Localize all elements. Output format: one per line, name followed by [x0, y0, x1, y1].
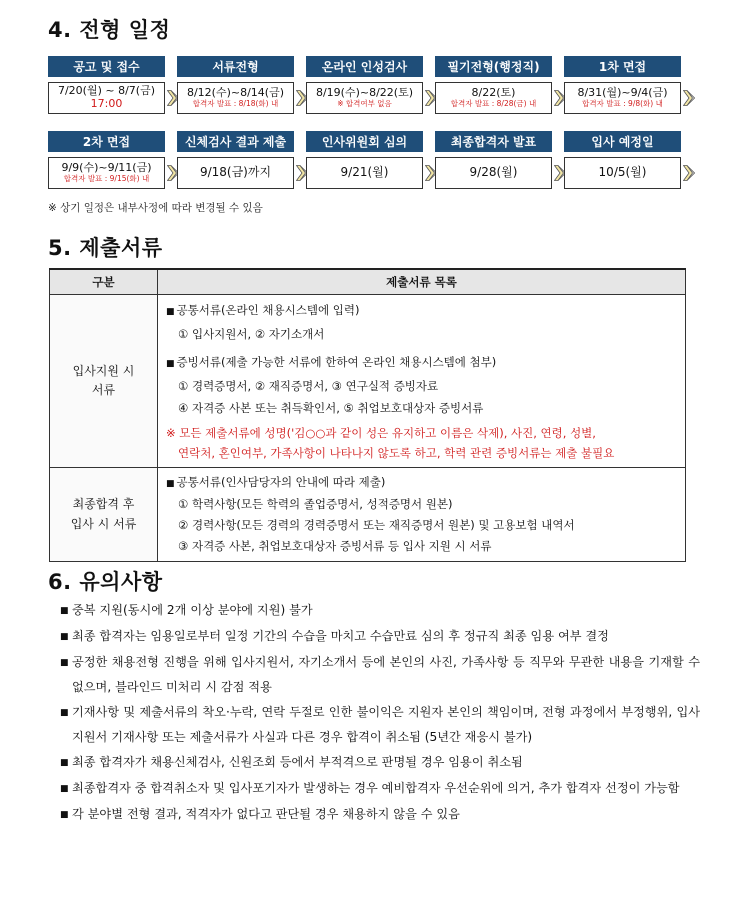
final-docs-item: ① 학력사항(모든 학력의 졸업증명서, 성적증명서 원본)	[178, 497, 453, 511]
list-item	[60, 776, 700, 802]
stage-date-box	[48, 82, 165, 114]
note-text: 중복 지원(동시에 2개 이상 분야에 지원) 불가	[72, 603, 313, 617]
list-item	[60, 750, 700, 776]
square-bullet-icon: ■	[60, 708, 69, 718]
stage-note: 합격자 발표 : 8/18(화) 내	[192, 99, 279, 108]
column-header-category: 구분	[50, 269, 158, 295]
schedule-stage	[564, 131, 681, 187]
note-text: 공정한 채용전형 진행을 위해 입사지원서, 자기소개서 등에 본인의 사진, 가족사항 등 직무와 무관한 내용을 기재할 수 없으며, 블라인드 미처리 시 감점 적용	[72, 655, 700, 694]
stage-label: 인사위원회 심의	[306, 131, 423, 152]
stage-date: 8/31(월)~9/4(금)	[577, 86, 668, 100]
stage-note: 합격자 발표 : 9/15(화) 내	[63, 174, 150, 183]
schedule-stage	[48, 131, 165, 187]
list-item	[60, 624, 700, 650]
documents-table	[49, 268, 686, 562]
stage-label: 필기전형(행정직)	[435, 56, 552, 77]
stage-date: 8/22(토)	[471, 86, 516, 100]
schedule-stage	[48, 56, 165, 112]
notes-list	[60, 598, 700, 828]
square-bullet-icon: ■	[60, 810, 69, 820]
square-bullet-icon: ■	[60, 658, 69, 668]
list-item	[60, 598, 700, 624]
list-item	[60, 700, 700, 750]
note-text: 최종 합격자는 임용일로부터 일정 기간의 수습을 마치고 수습만료 심의 후 정규직 최종 임용 여부 결정	[72, 629, 609, 643]
stage-date: 9/9(수)~9/11(금)	[61, 161, 152, 175]
document-list-cell	[158, 295, 686, 468]
stage-label: 최종합격자 발표	[435, 131, 552, 152]
note-text: 최종합격자 중 합격취소자 및 입사포기자가 발생하는 경우 예비합격자 우선순위에 의거, 추가 합격자 선정이 가능함	[72, 781, 680, 795]
schedule-footnote: ※ 상기 일정은 내부사정에 따라 변경될 수 있음	[48, 202, 263, 214]
square-bullet-icon: ■	[166, 307, 175, 317]
note-text: 각 분야별 전형 결과, 적격자가 없다고 판단될 경우 채용하지 않을 수 있음	[72, 807, 460, 821]
square-bullet-icon: ■	[166, 359, 175, 369]
stage-date-box	[306, 157, 423, 189]
list-item	[60, 650, 700, 700]
common-docs-title: 공통서류(온라인 채용시스템에 입력)	[176, 303, 360, 317]
stage-date: 9/18(금)까지	[199, 165, 272, 180]
common-docs-title: 공통서류(인사담당자의 안내에 따라 제출)	[176, 475, 386, 489]
stage-note: ※ 합격여부 없음	[337, 99, 392, 108]
table-row	[50, 295, 686, 468]
schedule-stage	[177, 131, 294, 187]
stage-date-box	[177, 82, 294, 114]
stage-date-box	[564, 82, 681, 114]
blind-warning: ※ 모든 제출서류에 성명('김○○과 같이 성은 유지하고 이름은 삭제), 사진, 연령, 성별,	[166, 426, 596, 440]
stage-label: 1차 면접	[564, 56, 681, 77]
stage-label: 공고 및 접수	[48, 56, 165, 77]
stage-date-box	[177, 157, 294, 189]
stage-label: 2차 면접	[48, 131, 165, 152]
stage-note: 합격자 발표 : 8/28(금) 내	[450, 99, 537, 108]
square-bullet-icon: ■	[60, 758, 69, 768]
stage-date: 8/12(수)~8/14(금)	[186, 86, 285, 100]
common-docs-items: ① 입사지원서, ② 자기소개서	[178, 327, 325, 341]
square-bullet-icon: ■	[60, 632, 69, 642]
section6-title: 6. 유의사항	[48, 570, 163, 594]
table-row	[50, 468, 686, 562]
proof-docs-title: 증빙서류(제출 가능한 서류에 한하여 온라인 채용시스템에 첨부)	[176, 355, 497, 369]
stage-label: 서류전형	[177, 56, 294, 77]
stage-date: 10/5(월)	[598, 165, 647, 180]
schedule-stage	[564, 56, 681, 112]
category-label: 최종합격 후	[72, 497, 135, 512]
final-docs-item: ② 경력사항(모든 경력의 경력증명서 또는 재직증명서 원본) 및 고용보험 내역서	[178, 518, 575, 532]
schedule-stage	[306, 131, 423, 187]
section4-title: 4. 전형 일정	[48, 18, 171, 42]
proof-docs-items: ④ 자격증 사본 또는 취득확인서, ⑤ 취업보호대상자 증빙서류	[178, 401, 484, 415]
section5-title: 5. 제출서류	[48, 236, 163, 260]
square-bullet-icon: ■	[166, 479, 175, 489]
square-bullet-icon: ■	[60, 784, 69, 794]
stage-label: 신체검사 결과 제출	[177, 131, 294, 152]
stage-date-box	[306, 82, 423, 114]
category-label: 입사지원 시	[72, 363, 135, 378]
stage-date-box	[48, 157, 165, 189]
stage-date: 9/21(월)	[340, 165, 389, 180]
category-cell	[50, 295, 158, 468]
list-item	[60, 802, 700, 828]
stage-note: 합격자 발표 : 9/8(화) 내	[582, 99, 663, 108]
stage-date-box	[564, 157, 681, 189]
document-list-cell	[158, 468, 686, 562]
note-text: 최종 합격자가 채용신체검사, 신원조회 등에서 부적격으로 판명될 경우 임용이 취소됨	[72, 755, 523, 769]
arrow-right-icon	[683, 90, 695, 106]
category-label: 입사 시 서류	[70, 516, 137, 531]
stage-label: 입사 예정일	[564, 131, 681, 152]
stage-date-box	[435, 82, 552, 114]
note-text: 기재사항 및 제출서류의 착오·누락, 연락 두절로 인한 불이익은 지원자 본인의 책임이며, 전형 과정에서 부정행위, 입사지원서 기재사항 또는 제출서류가 사실과 다른 경우 합격이 취소됨 (5년간 재응시 불가)	[72, 705, 700, 744]
category-cell	[50, 468, 158, 562]
stage-label: 온라인 인성검사	[306, 56, 423, 77]
final-docs-item: ③ 자격증 사본, 취업보호대상자 증빙서류 등 입사 지원 시 서류	[178, 539, 492, 553]
stage-date: 9/28(월)	[469, 165, 518, 180]
proof-docs-items: ① 경력증명서, ② 재직증명서, ③ 연구실적 증빙자료	[178, 379, 439, 393]
schedule-stage	[306, 56, 423, 112]
stage-date: 7/20(월) ~ 8/7(금)	[57, 84, 156, 98]
schedule-stage	[177, 56, 294, 112]
table-header-row	[50, 269, 686, 295]
stage-date-box	[435, 157, 552, 189]
square-bullet-icon: ■	[60, 606, 69, 616]
category-label: 서류	[91, 383, 116, 397]
schedule-stage	[435, 131, 552, 187]
stage-date: 8/19(수)~8/22(토)	[315, 86, 414, 100]
blind-warning: 연락처, 혼인여부, 가족사항이 나타나지 않도록 하고, 학력 관련 증빙서류는 제출 불필요	[178, 446, 615, 460]
stage-note: 17:00	[90, 97, 123, 110]
column-header-list: 제출서류 목록	[158, 269, 686, 295]
arrow-right-icon	[683, 165, 695, 181]
schedule-stage	[435, 56, 552, 112]
